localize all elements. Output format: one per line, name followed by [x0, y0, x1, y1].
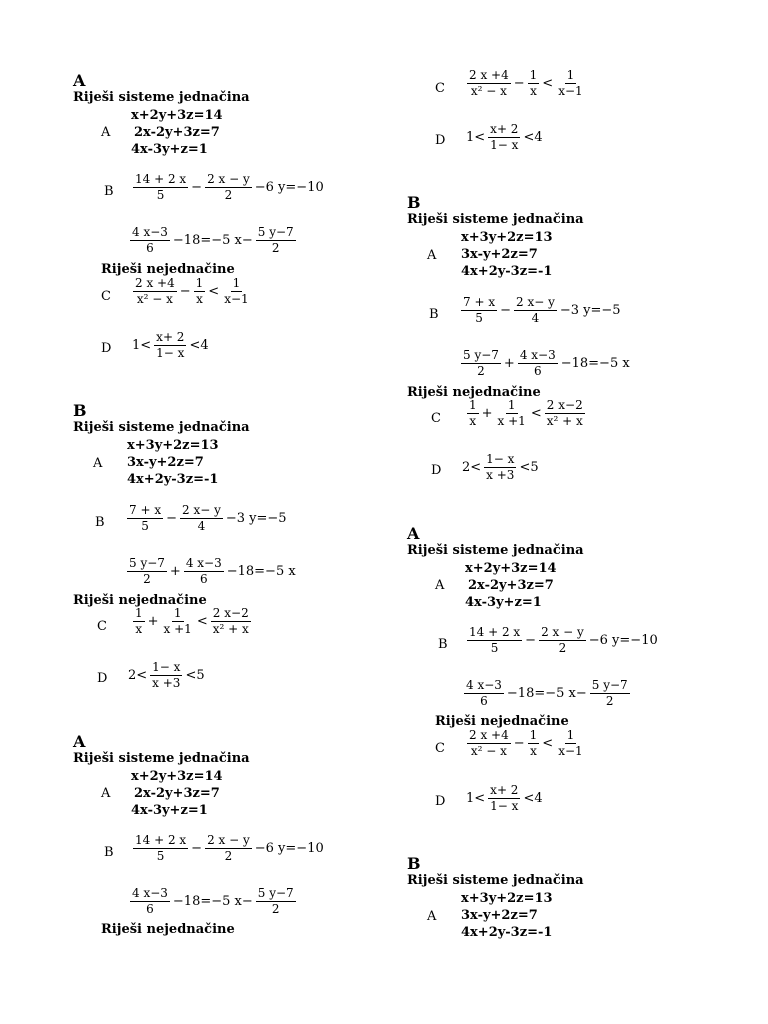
denominator: x² − x — [470, 744, 507, 758]
numerator: 2 x−2 — [546, 398, 583, 412]
fraction — [162, 606, 194, 637]
problem-label-d: D — [101, 341, 112, 356]
fraction — [127, 556, 167, 587]
numerator: 2 x − y — [207, 833, 250, 847]
equation: 3x-y+2z=7 — [461, 908, 538, 923]
system-equations — [465, 560, 557, 611]
denominator: 2 — [605, 694, 614, 708]
problem-label-c: C — [97, 619, 107, 634]
operator: −3 y=−5 — [225, 511, 287, 526]
numerator: 5 y−7 — [591, 678, 628, 692]
problem-label-c: C — [435, 81, 445, 96]
denominator: 2 — [558, 641, 567, 655]
numerator: 4 x−3 — [185, 556, 222, 570]
denominator: 6 — [146, 902, 154, 916]
denominator: 1− x — [156, 346, 185, 360]
fraction — [484, 452, 516, 483]
problem-label-d: D — [435, 133, 446, 148]
problem-label-b: B — [429, 307, 439, 322]
fraction — [488, 122, 520, 153]
fraction — [256, 225, 296, 256]
systems-title: Riješi sisteme jednačina — [407, 543, 584, 558]
denominator: x — [135, 622, 143, 636]
operator: 1< — [466, 791, 486, 806]
problem-label-d: D — [435, 794, 446, 809]
problem-label-d: D — [431, 463, 442, 478]
operator: −6 y=−10 — [254, 841, 324, 856]
equation-b2 — [128, 225, 298, 256]
fraction — [184, 556, 224, 587]
numerator: 1 — [195, 276, 204, 290]
equation: 2x-2y+3z=7 — [134, 786, 220, 801]
denominator: x² + x — [546, 414, 583, 428]
numerator: x+ 2 — [490, 783, 519, 797]
denominator: 5 — [475, 311, 483, 325]
operator: 2< — [462, 460, 482, 475]
fraction — [514, 295, 557, 326]
numerator: 1 — [469, 398, 477, 412]
operator: − — [179, 284, 191, 299]
systems-title: Riješi sisteme jednačina — [73, 90, 250, 105]
fraction — [180, 503, 223, 534]
system-equations — [131, 107, 223, 158]
operator: < — [530, 406, 542, 421]
numerator: 2 x−2 — [212, 606, 249, 620]
denominator: 5 — [156, 188, 165, 202]
equation: 4x-3y+z=1 — [465, 595, 542, 610]
inequalities-title: Riješi nejednačine — [435, 714, 569, 729]
operator: − — [513, 76, 525, 91]
fraction — [467, 728, 511, 759]
variant-block-b-2 — [407, 193, 630, 482]
problem-label-b: B — [104, 845, 114, 860]
problem-label-a: A — [101, 786, 111, 801]
denominator: x — [530, 84, 537, 98]
denominator: 1− x — [490, 799, 519, 813]
numerator: 1− x — [152, 660, 181, 674]
inequality-d — [461, 452, 540, 483]
denominator: 6 — [533, 364, 542, 378]
fraction — [488, 783, 520, 814]
variant-header: A — [407, 524, 420, 543]
fraction — [556, 68, 584, 99]
denominator: x — [196, 292, 203, 306]
fraction — [205, 833, 252, 864]
fraction — [130, 886, 170, 917]
variant-block-a-1 — [73, 71, 324, 360]
fraction — [133, 606, 145, 637]
operator: < — [542, 76, 554, 91]
fraction — [528, 728, 540, 759]
fraction — [556, 728, 584, 759]
problem-label-d: D — [97, 671, 108, 686]
fraction — [154, 330, 186, 361]
equation: x+2y+3z=14 — [131, 769, 223, 784]
inequality-c — [131, 276, 253, 307]
inequality-c — [465, 68, 587, 99]
denominator: 6 — [146, 241, 154, 255]
fraction — [461, 348, 501, 379]
variant-header: B — [407, 193, 421, 212]
systems-title: Riješi sisteme jednačina — [407, 873, 584, 888]
fraction — [150, 660, 182, 691]
numerator: 2 x − y — [541, 625, 584, 639]
system-equations — [127, 437, 219, 488]
fraction — [496, 398, 528, 429]
inequalities-title: Riješi nejednačine — [407, 385, 541, 400]
operator: −18=−5 x− — [172, 233, 253, 248]
variant-block-a-2 — [407, 524, 658, 813]
system-equations — [461, 229, 553, 280]
operator: < — [196, 614, 208, 629]
fraction — [256, 886, 296, 917]
numerator: x+ 2 — [156, 330, 185, 344]
numerator: 1 — [135, 606, 143, 620]
equation-b1 — [125, 503, 288, 534]
denominator: x +3 — [486, 468, 515, 482]
equation: x+2y+3z=14 — [131, 108, 223, 123]
denominator: 5 — [141, 519, 149, 533]
equation-b1 — [465, 625, 659, 656]
problem-label-a: A — [435, 578, 445, 593]
denominator: 2 — [224, 849, 233, 863]
equation-b2 — [125, 556, 297, 587]
inequality-d — [465, 122, 544, 153]
denominator: 2 — [477, 364, 485, 378]
operator: − — [166, 511, 177, 526]
operator: <5 — [185, 668, 205, 683]
operator: <4 — [523, 791, 543, 806]
inequalities-title: Riješi nejednačine — [73, 593, 207, 608]
operator: −18=−5 x — [560, 356, 630, 371]
operator: + — [481, 406, 493, 421]
fraction — [518, 348, 558, 379]
operator: −18=−5 x− — [506, 686, 587, 701]
fraction — [464, 678, 504, 709]
numerator: 2 x − y — [207, 172, 250, 186]
equation: 4x+2y-3z=-1 — [127, 472, 219, 487]
problem-label-b: B — [438, 637, 448, 652]
variant-header: A — [73, 71, 86, 90]
denominator: 2 — [271, 902, 280, 916]
numerator: 5 y−7 — [257, 886, 294, 900]
numerator: 4 x−3 — [519, 348, 556, 362]
fraction — [467, 68, 511, 99]
denominator: 2 — [224, 188, 233, 202]
problem-label-a: A — [93, 456, 103, 471]
equation: 3x-y+2z=7 — [127, 455, 204, 470]
operator: − — [500, 303, 511, 318]
numerator: 1 — [529, 68, 538, 82]
operator: 2< — [128, 668, 148, 683]
fraction — [194, 276, 206, 307]
operator: −18=−5 x — [226, 564, 296, 579]
numerator: 2 x +4 — [135, 276, 175, 290]
operator: < — [542, 736, 554, 751]
numerator: 5 y−7 — [463, 348, 499, 362]
fraction — [133, 172, 188, 203]
equation-b1 — [131, 172, 325, 203]
denominator: x−1 — [558, 84, 583, 98]
equation: 4x-3y+z=1 — [131, 803, 208, 818]
inequality-d — [127, 660, 206, 691]
problem-label-a: A — [101, 125, 111, 140]
numerator: 4 x−3 — [132, 886, 168, 900]
equation-b1 — [131, 833, 325, 864]
numerator: 4 x−3 — [132, 225, 168, 239]
denominator: 5 — [490, 641, 499, 655]
problem-label-c: C — [101, 289, 111, 304]
fraction — [545, 398, 585, 429]
denominator: 4 — [531, 311, 540, 325]
numerator: 1 — [173, 606, 182, 620]
denominator: x−1 — [558, 744, 583, 758]
equation: 4x+2y-3z=-1 — [461, 925, 553, 940]
problem-label-b: B — [104, 184, 114, 199]
operator: − — [191, 180, 203, 195]
fraction — [133, 276, 177, 307]
denominator: x +3 — [152, 676, 181, 690]
numerator: 1 — [566, 68, 575, 82]
inequality-d — [465, 783, 544, 814]
problem-label-c: C — [435, 741, 445, 756]
fraction — [528, 68, 540, 99]
fraction — [205, 172, 252, 203]
inequality-d — [131, 330, 210, 361]
problem-label-b: B — [95, 515, 105, 530]
denominator: x — [530, 744, 537, 758]
numerator: 2 x− y — [516, 295, 555, 309]
equation-b2 — [128, 886, 298, 917]
denominator: 1− x — [490, 138, 519, 152]
operator: 1< — [132, 338, 152, 353]
fraction — [467, 398, 479, 429]
denominator: 2 — [271, 241, 280, 255]
equation: x+3y+2z=13 — [461, 891, 553, 906]
fraction — [130, 225, 170, 256]
operator: <4 — [523, 130, 543, 145]
numerator: 14 + 2 x — [135, 833, 187, 847]
numerator: 7 + x — [129, 503, 162, 517]
systems-title: Riješi sisteme jednačina — [73, 751, 250, 766]
equation: 4x-3y+z=1 — [131, 142, 208, 157]
operator: −18=−5 x− — [172, 894, 253, 909]
numerator: 5 y−7 — [129, 556, 165, 570]
inequality-c — [465, 728, 587, 759]
numerator: 14 + 2 x — [135, 172, 187, 186]
variant-header: B — [407, 854, 421, 873]
operator: −3 y=−5 — [559, 303, 621, 318]
operator: −6 y=−10 — [588, 633, 658, 648]
equation-b2 — [459, 348, 631, 379]
variant-block-a-3 — [73, 732, 324, 937]
fraction — [467, 625, 522, 656]
numerator: 2 x− y — [182, 503, 221, 517]
systems-title: Riješi sisteme jednačina — [73, 420, 250, 435]
inequalities-title: Riješi nejednačine — [101, 262, 235, 277]
operator: + — [147, 614, 159, 629]
operator: <5 — [519, 460, 539, 475]
inequalities-title: Riješi nejednačine — [101, 922, 235, 937]
denominator: x +1 — [163, 622, 192, 636]
variant-block-b-1 — [73, 401, 296, 690]
system-equations — [461, 890, 553, 941]
equation: 2x-2y+3z=7 — [134, 125, 220, 140]
equation-b2 — [462, 678, 632, 709]
numerator: x+ 2 — [490, 122, 519, 136]
numerator: 1 — [507, 398, 516, 412]
fraction — [133, 833, 188, 864]
numerator: 1 — [232, 276, 241, 290]
denominator: 6 — [199, 572, 208, 586]
operator: 1< — [466, 130, 486, 145]
equation: x+3y+2z=13 — [461, 230, 553, 245]
variant-header: B — [73, 401, 87, 420]
denominator: 5 — [156, 849, 165, 863]
numerator: 4 x−3 — [466, 678, 502, 692]
inequality-c — [465, 398, 587, 429]
denominator: x² − x — [470, 84, 507, 98]
denominator: 4 — [197, 519, 206, 533]
numerator: 1− x — [486, 452, 515, 466]
equation: x+2y+3z=14 — [465, 561, 557, 576]
denominator: x−1 — [224, 292, 249, 306]
operator: + — [169, 564, 181, 579]
numerator: 2 x +4 — [469, 68, 509, 82]
equation-b1 — [459, 295, 622, 326]
equation: 2x-2y+3z=7 — [468, 578, 554, 593]
variant-block-b-3 — [407, 854, 584, 940]
denominator: x² + x — [212, 622, 249, 636]
denominator: x +1 — [497, 414, 526, 428]
operator: − — [191, 841, 203, 856]
system-equations — [131, 768, 223, 819]
numerator: 5 y−7 — [257, 225, 294, 239]
problem-label-c: C — [431, 411, 441, 426]
fraction — [461, 295, 497, 326]
fraction — [222, 276, 250, 307]
fraction — [539, 625, 586, 656]
operator: < — [208, 284, 220, 299]
systems-title: Riješi sisteme jednačina — [407, 212, 584, 227]
problem-label-a: A — [427, 909, 437, 924]
fraction — [590, 678, 630, 709]
denominator: x² − x — [136, 292, 173, 306]
equation: x+3y+2z=13 — [127, 438, 219, 453]
numerator: 2 x +4 — [469, 728, 509, 742]
inequality-c — [131, 606, 253, 637]
fraction — [211, 606, 251, 637]
operator: + — [503, 356, 515, 371]
problem-label-a: A — [427, 248, 437, 263]
numerator: 7 + x — [463, 295, 496, 309]
fraction — [127, 503, 163, 534]
denominator: 6 — [480, 694, 488, 708]
denominator: x — [469, 414, 477, 428]
denominator: 2 — [143, 572, 151, 586]
operator: − — [513, 736, 525, 751]
variant-header: A — [73, 732, 86, 751]
numerator: 14 + 2 x — [469, 625, 521, 639]
equation: 3x-y+2z=7 — [461, 247, 538, 262]
operator: <4 — [189, 338, 209, 353]
numerator: 1 — [529, 728, 538, 742]
equation: 4x+2y-3z=-1 — [461, 264, 553, 279]
operator: −6 y=−10 — [254, 180, 324, 195]
operator: − — [525, 633, 537, 648]
numerator: 1 — [566, 728, 575, 742]
